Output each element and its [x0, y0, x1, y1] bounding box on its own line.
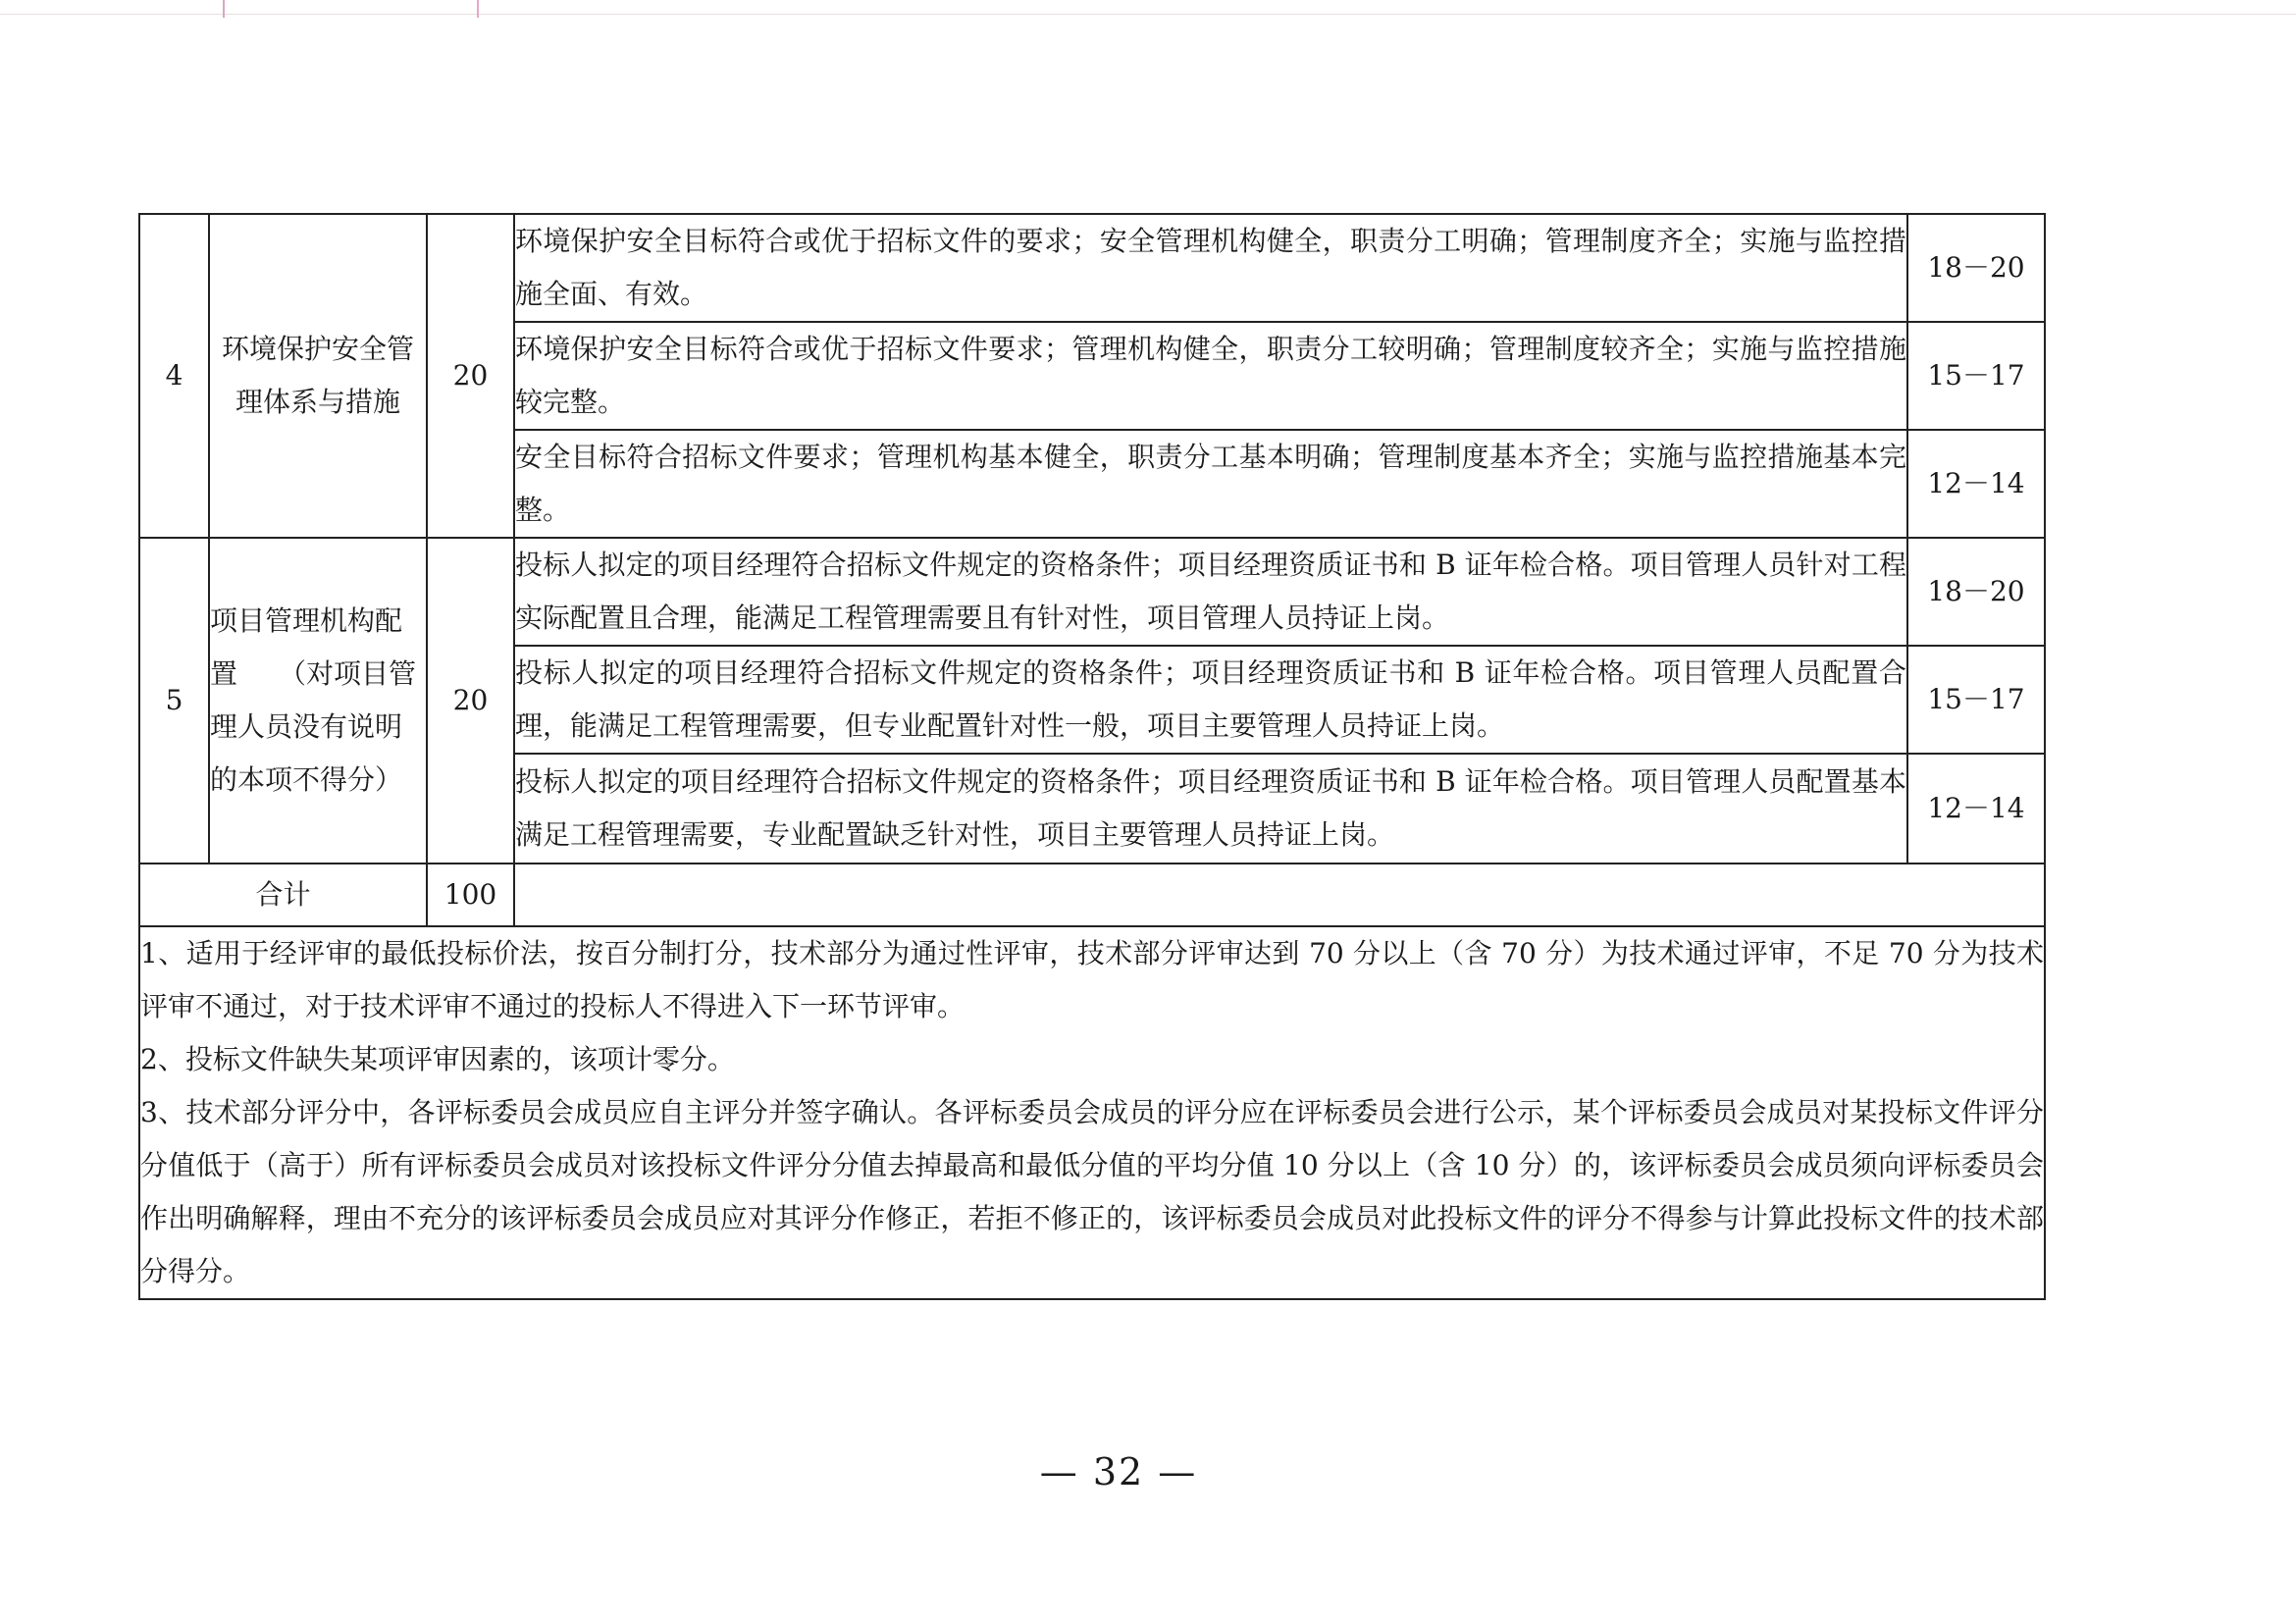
total-label: 合计	[139, 864, 427, 926]
criterion-description: 投标人拟定的项目经理符合招标文件规定的资格条件；项目经理资质证书和 B 证年检合格。项目管理人员配置合理，能满足工程管理需要，但专业配置针对性一般，项目主要管理人员持证上岗。	[514, 646, 1907, 754]
criterion-description: 环境保护安全目标符合或优于招标文件的要求；安全管理机构健全，职责分工明确；管理制度齐全；实施与监控措施全面、有效。	[514, 214, 1907, 322]
item-score: 20	[427, 214, 514, 538]
note-item: 1、适用于经评审的最低投标价法，按百分制打分，技术部分为通过性评审，技术部分评审达到 70 分以上（含 70 分）为技术通过评审，不足 70 分为技术评审不通过，对于技术评审不通过的投标人不得进入下一环节评审。	[140, 937, 2044, 1022]
criterion-description: 安全目标符合招标文件要求；管理机构基本健全，职责分工基本明确；管理制度基本齐全；实施与监控措施基本完整。	[514, 430, 1907, 538]
page-number: — 32 —	[1039, 1450, 1198, 1493]
row-number: 4	[139, 214, 209, 538]
row-number: 5	[139, 538, 209, 864]
criterion-description: 投标人拟定的项目经理符合招标文件规定的资格条件；项目经理资质证书和 B 证年检合格。项目管理人员针对工程实际配置且合理，能满足工程管理需要且有针对性，项目管理人员持证上岗。	[514, 538, 1907, 646]
notes-cell	[139, 926, 2045, 1299]
evaluation-item-cell	[209, 538, 427, 864]
total-empty-cell	[514, 864, 2045, 926]
evaluation-table	[138, 213, 2046, 1300]
scan-mark	[477, 0, 479, 18]
score-range: 12－14	[1907, 754, 2045, 864]
criterion-description: 投标人拟定的项目经理符合招标文件规定的资格条件；项目经理资质证书和 B 证年检合格。项目管理人员配置基本满足工程管理需要，专业配置缺乏针对性，项目主要管理人员持证上岗。	[514, 754, 1907, 864]
criterion-description: 环境保护安全目标符合或优于招标文件要求；管理机构健全，职责分工较明确；管理制度较齐全；实施与监控措施较完整。	[514, 322, 1907, 430]
notes-row	[139, 926, 2045, 1299]
total-value: 100	[427, 864, 514, 926]
score-range: 15－17	[1907, 646, 2045, 754]
note-item: 3、技术部分评分中，各评标委员会成员应自主评分并签字确认。各评标委员会成员的评分应在评标委员会进行公示，某个评标委员会成员对某投标文件评分分值低于（高于）所有评标委员会成员对该投标文件评分分值去掉最高和最低分值的平均分值 10 分以上（含 10 分）的，该评标委员会成员须向评标委员会作出明确解释，理由不充分的该评标委员会成员应对其评分作修正，若拒不修正的，该评标委员会成员对此投标文件的评分不得参与计算此投标文件的技术部分得分。	[140, 1096, 2044, 1287]
evaluation-item: 环境保护安全管理体系与措施	[209, 214, 427, 538]
total-row	[139, 864, 2045, 926]
score-range: 15－17	[1907, 322, 2045, 430]
evaluation-item: 项目管理机构配置 （对项目管理人员没有说明的本项不得分）	[210, 604, 417, 796]
scan-mark	[223, 0, 225, 18]
score-range: 18－20	[1907, 214, 2045, 322]
note-item: 2、投标文件缺失某项评审因素的，该项计零分。	[140, 1043, 735, 1075]
score-range: 18－20	[1907, 538, 2045, 646]
score-range: 12－14	[1907, 430, 2045, 538]
table-row	[139, 214, 2045, 322]
scan-edge-line	[0, 14, 2296, 15]
table-row	[139, 538, 2045, 646]
item-score: 20	[427, 538, 514, 864]
